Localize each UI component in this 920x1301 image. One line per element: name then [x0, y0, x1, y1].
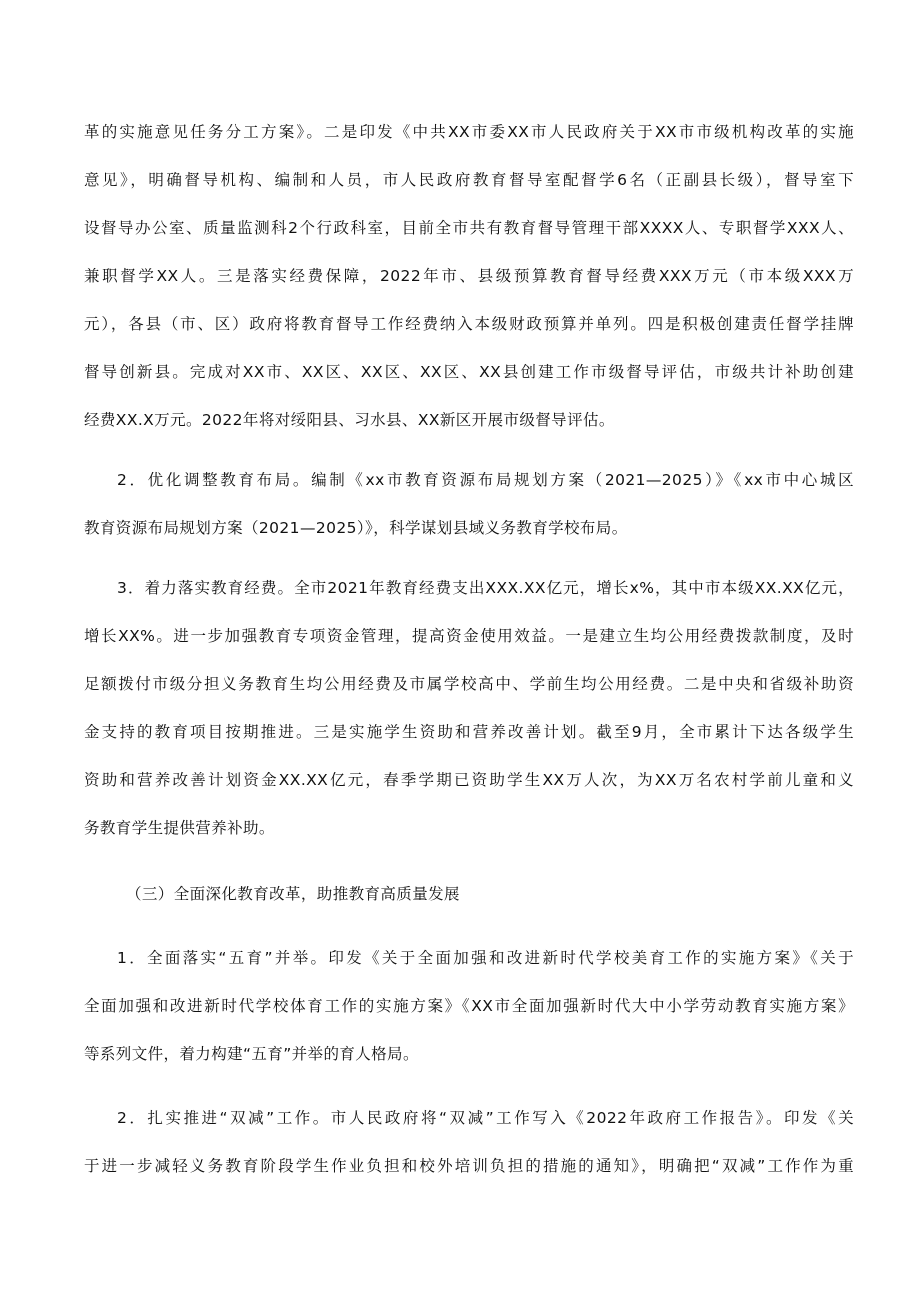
body-text-line: 金支持的教育项目按期推进。三是实施学生资助和营养改善计划。截至9月，全市累计下达各级学生 — [84, 723, 854, 741]
numbered-paragraph-start: 1．全面落实“五育”并举。印发《关于全面加强和改进新时代学校美育工作的实施方案》《关于 — [117, 949, 854, 967]
body-text-line: 资助和营养改善计划资金XX.XX亿元，春季学期已资助学生XX万人次，为XX万名农村学前儿童和义 — [84, 771, 854, 789]
body-text-line: 元），各县（市、区）政府将教育督导工作经费纳入本级财政预算并单列。四是积极创建责任督学挂牌 — [84, 315, 854, 333]
numbered-paragraph-start: 2．优化调整教育布局。编制《xx市教育资源布局规划方案（2021—2025）》《xx市中心城区 — [117, 471, 854, 489]
body-text-line: 务教育学生提供营养补助。 — [84, 819, 275, 837]
body-text-line: 督导创新县。完成对XX市、XX区、XX区、XX区、XX县创建工作市级督导评估，市级共计补助创建 — [84, 363, 854, 381]
body-text-line: 经费XX.X万元。2022年将对绥阳县、习水县、XX新区开展市级督导评估。 — [84, 411, 615, 429]
body-text-line: 教育资源布局规划方案（2021—2025）》，科学谋划县域义务教育学校布局。 — [84, 519, 628, 537]
body-text-line: 增长XX%。进一步加强教育专项资金管理，提高资金使用效益。一是建立生均公用经费拨款制度，及时 — [84, 627, 854, 645]
body-text-line: 于进一步减轻义务教育阶段学生作业负担和校外培训负担的措施的通知》，明确把“双减”工作作为重 — [84, 1157, 854, 1175]
body-text-line: 意见》，明确督导机构、编制和人员，市人民政府教育督导室配督学6名（正副县长级），督导室下 — [84, 171, 854, 189]
numbered-paragraph-start: 3．着力落实教育经费。全市2021年教育经费支出XXX.XX亿元，增长x%，其中市本级XX.XX亿元， — [117, 579, 854, 597]
body-text-line: 足额拨付市级分担义务教育生均公用经费及市属学校高中、学前生均公用经费。二是中央和省级补助资 — [84, 675, 854, 693]
body-text-line: 全面加强和改进新时代学校体育工作的实施方案》《XX市全面加强新时代大中小学劳动教育实施方案》 — [84, 997, 854, 1015]
body-text-line: 等系列文件，着力构建“五育”并举的育人格局。 — [84, 1045, 419, 1063]
section-heading: （三）全面深化教育改革，助推教育高质量发展 — [126, 885, 460, 903]
body-text-line: 革的实施意见任务分工方案》。二是印发《中共XX市委XX市人民政府关于XX市市级机构改革的实施 — [84, 123, 854, 141]
body-text-line: 兼职督学XX人。三是落实经费保障，2022年市、县级预算教育督导经费XXX万元（市本级XXX万 — [84, 267, 854, 285]
body-text-line: 设督导办公室、质量监测科2个行政科室，目前全市共有教育督导管理干部XXXX人、专职督学XXX人、 — [84, 219, 854, 237]
numbered-paragraph-start: 2．扎实推进“双减”工作。市人民政府将“双减”工作写入《2022年政府工作报告》。印发《关 — [117, 1109, 854, 1127]
